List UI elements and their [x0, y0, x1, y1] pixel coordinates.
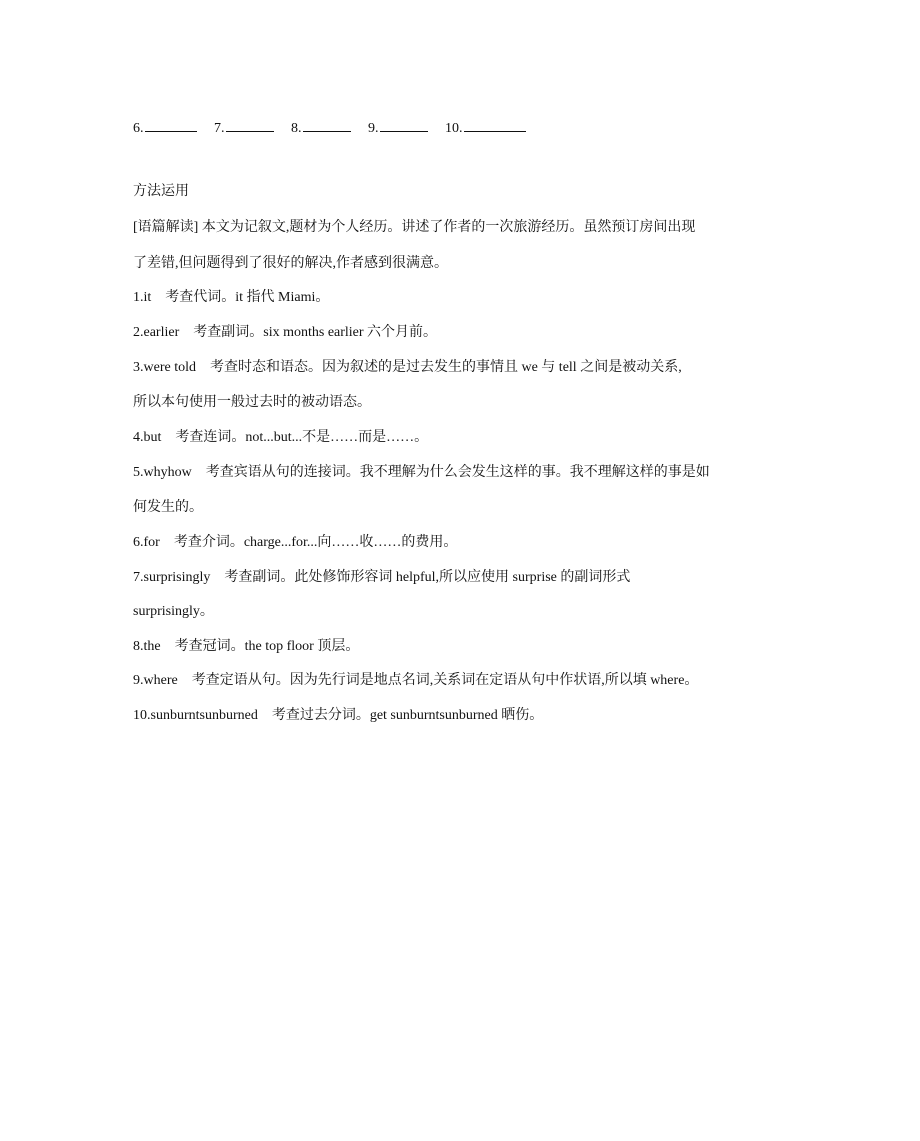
- answer-item-5-cont: 何发生的。: [133, 500, 203, 515]
- blank-label-7: 7.: [214, 121, 225, 136]
- answer-blanks-row: [133, 117, 540, 138]
- explanation: 考查宾语从句的连接词。我不理解为什么会发生这样的事。我不理解这样的事是如: [205, 465, 710, 480]
- blank-6: [145, 117, 197, 132]
- answer: 3.were told: [133, 360, 196, 375]
- blank-label-8: 8.: [291, 121, 302, 136]
- answer: 2.earlier: [133, 325, 180, 340]
- answer-item-3: [133, 359, 682, 377]
- answer-item-7-cont: surprisingly。: [133, 604, 214, 619]
- answer-item-2: [133, 324, 437, 342]
- reading-summary-line-2: 了差错,但问题得到了很好的解决,作者感到很满意。: [133, 256, 448, 271]
- answer-item-3-cont: 所以本句使用一般过去时的被动语态。: [133, 395, 371, 410]
- blank-label-6: 6.: [133, 121, 144, 136]
- explanation: 考查副词。six months earlier 六个月前。: [193, 325, 438, 340]
- explanation: 考查副词。此处修饰形容词 helpful,所以应使用 surprise 的副词形式: [224, 570, 631, 585]
- answer: 6.for: [133, 535, 160, 550]
- answer-item-1: [133, 289, 329, 307]
- answer: 4.but: [133, 430, 162, 445]
- answer: 9.where: [133, 673, 178, 688]
- answer-item-9: [133, 672, 698, 690]
- blank-10: [464, 117, 526, 132]
- answer: 7.surprisingly: [133, 570, 211, 585]
- answer-item-10: [133, 707, 543, 725]
- answer-item-5: [133, 464, 710, 482]
- blank-label-9: 9.: [368, 121, 379, 136]
- answer-item-7: [133, 569, 630, 587]
- blank-9: [380, 117, 428, 132]
- blank-7: [226, 117, 274, 132]
- answer-item-4: [133, 429, 428, 447]
- answer: 1.it: [133, 290, 152, 305]
- answer: 5.whyhow: [133, 465, 192, 480]
- explanation: 考查代词。it 指代 Miami。: [165, 290, 330, 305]
- answer-item-6: [133, 534, 457, 552]
- explanation: 考查过去分词。get sunburntsunburned 晒伤。: [271, 708, 544, 723]
- blank-label-10: 10.: [445, 121, 463, 136]
- section-title: 方法运用: [133, 184, 189, 199]
- answer-item-8: [133, 638, 359, 656]
- reading-summary-line-1: [语篇解读] 本文为记叙文,题材为个人经历。讲述了作者的一次旅游经历。虽然预订房间出现: [133, 220, 696, 235]
- answer: 8.the: [133, 639, 161, 654]
- explanation: 考查冠词。the top floor 顶层。: [174, 639, 360, 654]
- explanation: 考查连词。not...but...不是……而是……。: [175, 430, 429, 445]
- explanation: 考查定语从句。因为先行词是地点名词,关系词在定语从句中作状语,所以填 where。: [191, 673, 699, 688]
- explanation: 考查介词。charge...for...向……收……的费用。: [173, 535, 458, 550]
- explanation: 考查时态和语态。因为叙述的是过去发生的事情且 we 与 tell 之间是被动关系,: [209, 360, 682, 375]
- answer: 10.sunburntsunburned: [133, 708, 258, 723]
- blank-8: [303, 117, 351, 132]
